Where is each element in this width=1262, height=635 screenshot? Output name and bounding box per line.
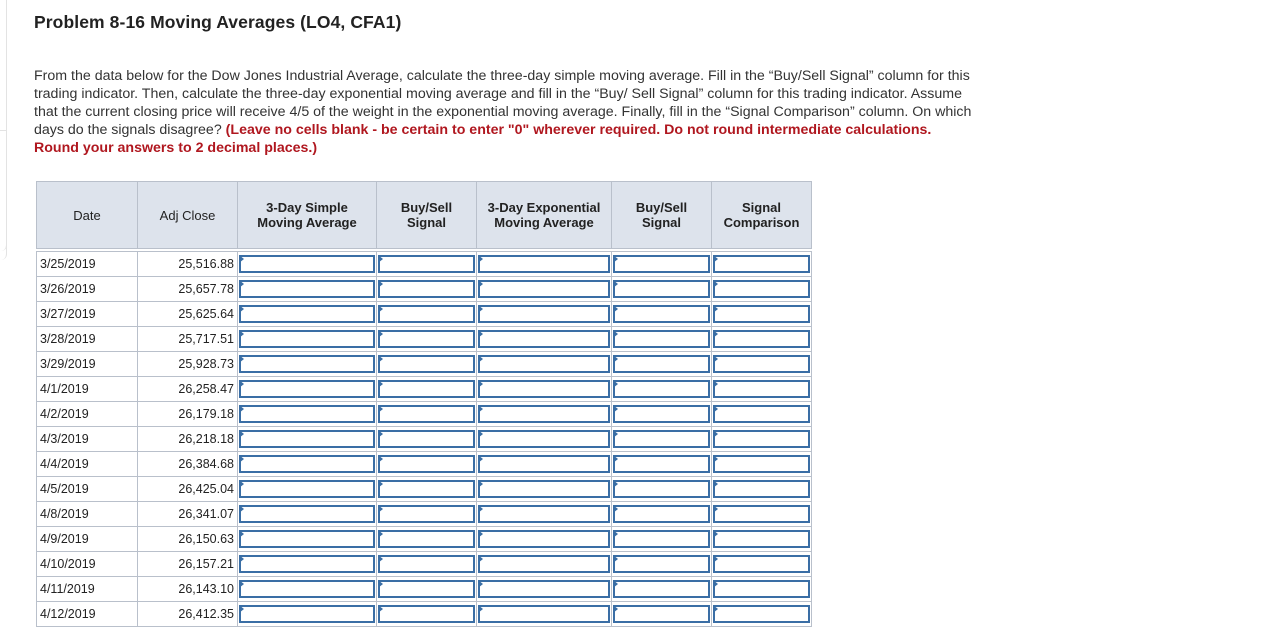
sma-input[interactable] xyxy=(239,530,375,548)
header-comparison: Signal Comparison xyxy=(712,182,812,249)
row-adj-close: 26,425.04 xyxy=(138,477,238,502)
row-date: 4/4/2019 xyxy=(37,452,138,477)
sma-cell xyxy=(238,477,377,502)
comparison-cell xyxy=(712,527,812,552)
ema-signal-input[interactable] xyxy=(613,305,710,323)
sma-signal-cell xyxy=(377,352,477,377)
comparison-input[interactable] xyxy=(713,280,810,298)
sma-input[interactable] xyxy=(239,480,375,498)
ema-signal-input[interactable] xyxy=(613,555,710,573)
comparison-input[interactable] xyxy=(713,305,810,323)
row-date: 4/9/2019 xyxy=(37,527,138,552)
table-row xyxy=(37,352,812,377)
comparison-input[interactable] xyxy=(713,555,810,573)
instructions-text: From the data below for the Dow Jones Industrial Average, calculate the three-day simple moving average. Fill in the “Buy/Sell Signal” column for this trading indicator. Then, calculate the three-day exponential moving average and fill in the “Buy/ Sell Signal” column for this trading indicator. Assume that the current closing price will receive 4/5 of the weight in the exponential moving average. Finally, fill in the “Signal Comparison” column. On which days do the signals disagree? xyxy=(34,68,972,138)
ema-signal-cell xyxy=(612,527,712,552)
sma-signal-cell xyxy=(377,327,477,352)
ema-cell xyxy=(477,377,612,402)
sma-signal-input[interactable] xyxy=(378,355,475,373)
ema-input[interactable] xyxy=(478,555,610,573)
ema-signal-cell xyxy=(612,402,712,427)
ema-input[interactable] xyxy=(478,355,610,373)
table-row xyxy=(37,577,812,602)
row-date: 4/10/2019 xyxy=(37,552,138,577)
table-row xyxy=(37,552,812,577)
sma-input[interactable] xyxy=(239,255,375,273)
ema-signal-input[interactable] xyxy=(613,455,710,473)
sma-cell xyxy=(238,277,377,302)
ema-input[interactable] xyxy=(478,280,610,298)
ema-input[interactable] xyxy=(478,305,610,323)
sma-cell xyxy=(238,602,377,627)
header-ema: 3-Day Exponential Moving Average xyxy=(477,182,612,249)
ema-signal-cell xyxy=(612,252,712,277)
sma-signal-input[interactable] xyxy=(378,505,475,523)
sma-signal-input[interactable] xyxy=(378,380,475,398)
ema-signal-cell xyxy=(612,452,712,477)
sma-cell xyxy=(238,452,377,477)
ema-signal-cell xyxy=(612,327,712,352)
comparison-input[interactable] xyxy=(713,480,810,498)
sma-signal-input[interactable] xyxy=(378,305,475,323)
row-date: 4/3/2019 xyxy=(37,427,138,452)
ema-signal-input[interactable] xyxy=(613,255,710,273)
row-adj-close: 25,657.78 xyxy=(138,277,238,302)
row-adj-close: 26,143.10 xyxy=(138,577,238,602)
row-adj-close: 25,625.64 xyxy=(138,302,238,327)
sma-signal-cell xyxy=(377,527,477,552)
sma-signal-input[interactable] xyxy=(378,530,475,548)
ema-input[interactable] xyxy=(478,255,610,273)
ema-signal-input[interactable] xyxy=(613,505,710,523)
ema-input[interactable] xyxy=(478,505,610,523)
comparison-cell xyxy=(712,402,812,427)
sma-cell xyxy=(238,502,377,527)
sma-signal-input[interactable] xyxy=(378,405,475,423)
row-adj-close: 26,384.68 xyxy=(138,452,238,477)
sma-signal-cell xyxy=(377,502,477,527)
sma-input[interactable] xyxy=(239,380,375,398)
comparison-input[interactable] xyxy=(713,355,810,373)
sma-signal-input[interactable] xyxy=(378,605,475,623)
sma-cell xyxy=(238,402,377,427)
rounding-warning: (Leave no cells blank - be certain to enter "0" wherever required. Do not round intermediate calculations. Round your answers to 2 decimal places.) xyxy=(34,122,932,156)
sma-signal-input[interactable] xyxy=(378,280,475,298)
row-date: 3/28/2019 xyxy=(37,327,138,352)
ema-input[interactable] xyxy=(478,530,610,548)
ema-signal-input[interactable] xyxy=(613,405,710,423)
comparison-cell xyxy=(712,277,812,302)
row-date: 4/11/2019 xyxy=(37,577,138,602)
ema-cell xyxy=(477,452,612,477)
ema-signal-cell xyxy=(612,427,712,452)
problem-instructions xyxy=(34,67,974,157)
sma-input[interactable] xyxy=(239,605,375,623)
sma-cell xyxy=(238,552,377,577)
sma-signal-cell xyxy=(377,602,477,627)
sma-signal-cell xyxy=(377,577,477,602)
ema-cell xyxy=(477,502,612,527)
ema-cell xyxy=(477,552,612,577)
sma-signal-cell xyxy=(377,477,477,502)
ema-signal-input[interactable] xyxy=(613,280,710,298)
table-row xyxy=(37,527,812,552)
comparison-input[interactable] xyxy=(713,530,810,548)
ema-cell xyxy=(477,302,612,327)
sma-signal-cell xyxy=(377,552,477,577)
sma-signal-cell xyxy=(377,377,477,402)
row-date: 4/2/2019 xyxy=(37,402,138,427)
comparison-cell xyxy=(712,377,812,402)
sma-signal-cell xyxy=(377,252,477,277)
ema-signal-cell xyxy=(612,502,712,527)
row-date: 4/1/2019 xyxy=(37,377,138,402)
table-body xyxy=(37,252,812,627)
comparison-cell xyxy=(712,427,812,452)
row-date: 3/25/2019 xyxy=(37,252,138,277)
problem-title: Problem 8-16 Moving Averages (LO4, CFA1) xyxy=(34,12,402,32)
sma-signal-input[interactable] xyxy=(378,455,475,473)
ema-cell xyxy=(477,327,612,352)
ema-input[interactable] xyxy=(478,380,610,398)
ema-input[interactable] xyxy=(478,605,610,623)
table-row xyxy=(37,452,812,477)
table-row xyxy=(37,327,812,352)
row-adj-close: 26,341.07 xyxy=(138,502,238,527)
row-date: 4/8/2019 xyxy=(37,502,138,527)
ema-cell xyxy=(477,402,612,427)
table-row xyxy=(37,427,812,452)
ema-cell xyxy=(477,277,612,302)
table-row xyxy=(37,302,812,327)
row-adj-close: 26,157.21 xyxy=(138,552,238,577)
ema-signal-input[interactable] xyxy=(613,480,710,498)
sma-input[interactable] xyxy=(239,455,375,473)
ema-signal-cell xyxy=(612,277,712,302)
ema-cell xyxy=(477,602,612,627)
sma-signal-cell xyxy=(377,402,477,427)
comparison-input[interactable] xyxy=(713,455,810,473)
table-row xyxy=(37,602,812,627)
sma-cell xyxy=(238,527,377,552)
row-adj-close: 26,258.47 xyxy=(138,377,238,402)
ema-signal-cell xyxy=(612,302,712,327)
ema-input[interactable] xyxy=(478,430,610,448)
sma-input[interactable] xyxy=(239,405,375,423)
row-adj-close: 26,179.18 xyxy=(138,402,238,427)
comparison-input[interactable] xyxy=(713,605,810,623)
sma-cell xyxy=(238,327,377,352)
row-date: 3/27/2019 xyxy=(37,302,138,327)
table-row xyxy=(37,477,812,502)
sma-input[interactable] xyxy=(239,355,375,373)
sma-signal-cell xyxy=(377,452,477,477)
sma-signal-input[interactable] xyxy=(378,480,475,498)
ema-signal-cell xyxy=(612,352,712,377)
header-sma-signal: Buy/Sell Signal xyxy=(377,182,477,249)
ema-signal-input[interactable] xyxy=(613,530,710,548)
ema-cell xyxy=(477,577,612,602)
comparison-cell xyxy=(712,302,812,327)
moving-average-table xyxy=(36,181,812,627)
sma-cell xyxy=(238,377,377,402)
comparison-input[interactable] xyxy=(713,405,810,423)
comparison-cell xyxy=(712,502,812,527)
sma-signal-input[interactable] xyxy=(378,580,475,598)
sma-cell xyxy=(238,427,377,452)
comparison-cell xyxy=(712,577,812,602)
ema-signal-cell xyxy=(612,602,712,627)
table-row xyxy=(37,277,812,302)
ema-input[interactable] xyxy=(478,405,610,423)
sma-signal-input[interactable] xyxy=(378,330,475,348)
ema-cell xyxy=(477,252,612,277)
comparison-input[interactable] xyxy=(713,330,810,348)
comparison-cell xyxy=(712,352,812,377)
ema-signal-input[interactable] xyxy=(613,380,710,398)
comparison-cell xyxy=(712,327,812,352)
row-adj-close: 26,412.35 xyxy=(138,602,238,627)
table-row xyxy=(37,402,812,427)
ema-signal-cell xyxy=(612,577,712,602)
ema-input[interactable] xyxy=(478,455,610,473)
sma-cell xyxy=(238,252,377,277)
ema-signal-input[interactable] xyxy=(613,580,710,598)
header-ema-signal: Buy/Sell Signal xyxy=(612,182,712,249)
ema-input[interactable] xyxy=(478,330,610,348)
sma-input[interactable] xyxy=(239,555,375,573)
row-adj-close: 25,928.73 xyxy=(138,352,238,377)
ema-signal-cell xyxy=(612,552,712,577)
table-row xyxy=(37,502,812,527)
ema-cell xyxy=(477,427,612,452)
comparison-cell xyxy=(712,602,812,627)
sma-signal-input[interactable] xyxy=(378,430,475,448)
comparison-cell xyxy=(712,477,812,502)
ema-signal-input[interactable] xyxy=(613,430,710,448)
sma-signal-input[interactable] xyxy=(378,255,475,273)
sma-signal-cell xyxy=(377,302,477,327)
row-date: 4/5/2019 xyxy=(37,477,138,502)
ema-input[interactable] xyxy=(478,480,610,498)
ema-input[interactable] xyxy=(478,580,610,598)
comparison-input[interactable] xyxy=(713,580,810,598)
sma-input[interactable] xyxy=(239,430,375,448)
comparison-cell xyxy=(712,552,812,577)
sma-input[interactable] xyxy=(239,280,375,298)
sma-input[interactable] xyxy=(239,580,375,598)
table-row xyxy=(37,377,812,402)
comparison-cell xyxy=(712,452,812,477)
comparison-input[interactable] xyxy=(713,430,810,448)
sma-input[interactable] xyxy=(239,505,375,523)
ema-signal-input[interactable] xyxy=(613,605,710,623)
ema-signal-cell xyxy=(612,377,712,402)
sma-signal-input[interactable] xyxy=(378,555,475,573)
sma-input[interactable] xyxy=(239,330,375,348)
table-header-row xyxy=(37,182,812,249)
row-adj-close: 25,717.51 xyxy=(138,327,238,352)
sma-cell xyxy=(238,302,377,327)
sma-signal-cell xyxy=(377,427,477,452)
row-adj-close: 26,218.18 xyxy=(138,427,238,452)
comparison-input[interactable] xyxy=(713,505,810,523)
row-date: 3/26/2019 xyxy=(37,277,138,302)
sma-cell xyxy=(238,577,377,602)
ema-cell xyxy=(477,527,612,552)
frame-edge xyxy=(0,130,7,251)
ema-signal-cell xyxy=(612,477,712,502)
header-date: Date xyxy=(37,182,138,249)
ema-signal-input[interactable] xyxy=(613,330,710,348)
ema-cell xyxy=(477,352,612,377)
sma-signal-cell xyxy=(377,277,477,302)
comparison-input[interactable] xyxy=(713,380,810,398)
ema-cell xyxy=(477,477,612,502)
ema-signal-input[interactable] xyxy=(613,355,710,373)
header-adj-close: Adj Close xyxy=(138,182,238,249)
row-adj-close: 26,150.63 xyxy=(138,527,238,552)
row-date: 4/12/2019 xyxy=(37,602,138,627)
comparison-cell xyxy=(712,252,812,277)
sma-input[interactable] xyxy=(239,305,375,323)
comparison-input[interactable] xyxy=(713,255,810,273)
sma-cell xyxy=(238,352,377,377)
row-adj-close: 25,516.88 xyxy=(138,252,238,277)
table-row xyxy=(37,252,812,277)
row-date: 3/29/2019 xyxy=(37,352,138,377)
header-sma: 3-Day Simple Moving Average xyxy=(238,182,377,249)
